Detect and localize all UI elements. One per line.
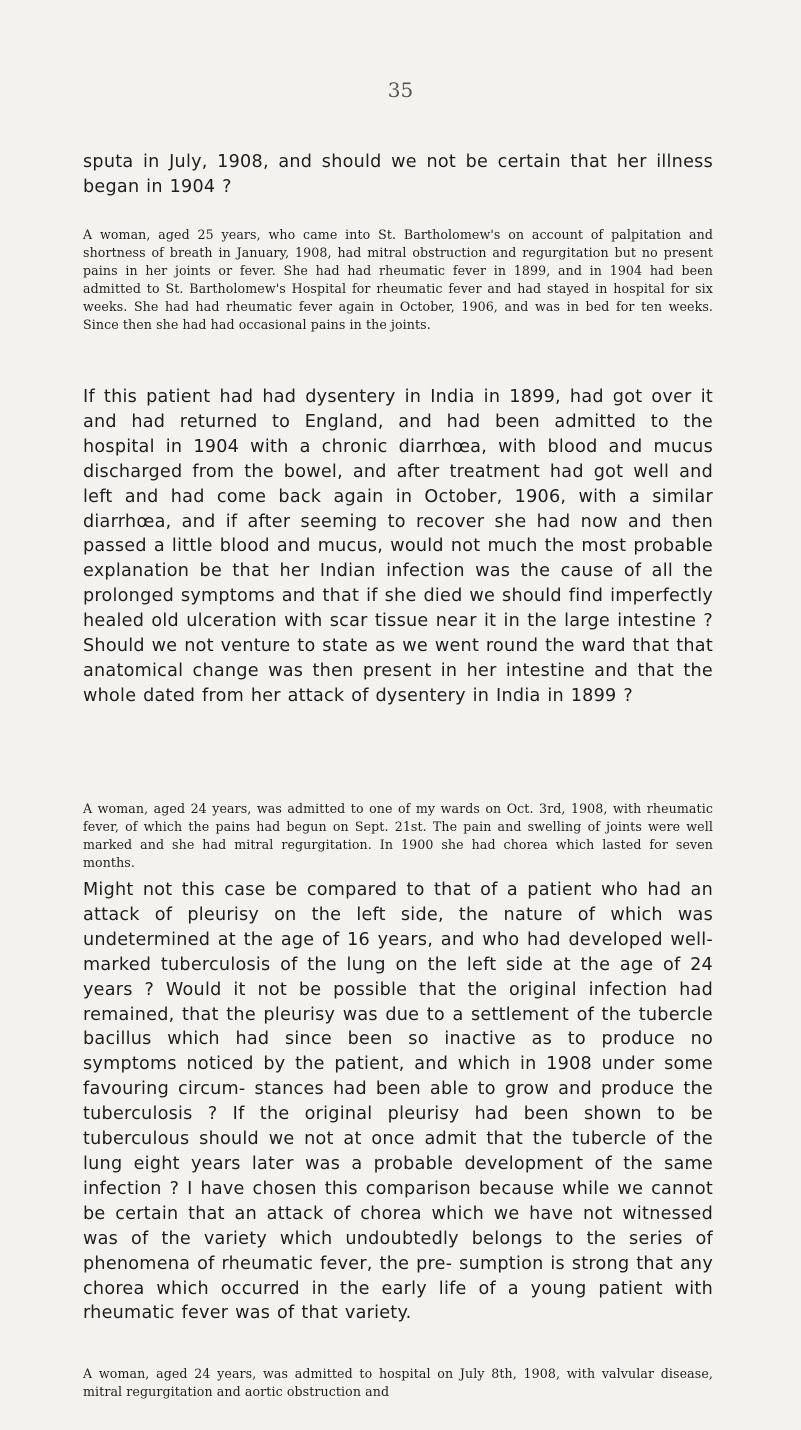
- body-paragraph-2: If this patient had had dysentery in India in 1899, had got over it and had returned to England, and had been admitted to the hospital in 1904 with a chronic diarrhœa, with blood and mucus discharged from the bowel, and after treatment had got well and left and had come back again in October, 1906, with a similar diarrhœa, and if after seeming to recover she had now and then passed a little blood and mucus, would not much the most probable explanation be that her Indian infection was the cause of all the prolonged symptoms and that if she died we should find imperfectly healed old ulceration with scar tissue near it in the large intestine ? Should we not venture to state as we went round the ward that that anatomical change was then present in her intestine and that the whole dated from her attack of dysentery in India in 1899 ?: [83, 387, 713, 706]
- body-paragraph-1: sputa in July, 1908, and should we not be certain that her illness began in 1904 ?: [83, 152, 713, 197]
- page-number: 35: [387, 78, 414, 102]
- case-note-paragraph-2: A woman, aged 24 years, was admitted to one of my wards on Oct. 3rd, 1908, with rheumatic fever, of which the pains had begun on Sept. 21st. The pain and swelling of joints were well marked and she had mitral regurgitation. In 1900 she had chorea which lasted for seven months.: [83, 801, 713, 870]
- case-note-paragraph-3: A woman, aged 24 years, was admitted to hospital on July 8th, 1908, with valvular disease, mitral regurgitation and aortic obstruction and: [83, 1366, 713, 1399]
- body-paragraph-3: Might not this case be compared to that of a patient who had an attack of pleurisy on the left side, the nature of which was undetermined at the age of 16 years, and who had developed well-marked tuberculosis of the lung on the left side at the age of 24 years ? Would it not be possible that the original infection had remained, that the pleurisy was due to a settlement of the tubercle bacillus which had since been so inactive as to produce no symptoms noticed by the patient, and which in 1908 under some favouring circum- stances had been able to grow and produce the tuberculosis ? If the original pleurisy had been shown to be tuberculous should we not at once admit that the tubercle of the lung eight years later was a probable development of the same infection ? I have chosen this comparison because while we cannot be certain that an attack of chorea which we have not witnessed was of the variety which undoubtedly belongs to the series of phenomena of rheumatic fever, the pre- sumption is strong that any chorea which occurred in the early life of a young patient with rheumatic fever was of that variety.: [83, 880, 713, 1324]
- case-note-paragraph-1: A woman, aged 25 years, who came into St. Bartholomew's on account of palpitation and shortness of breath in January, 1908, had mitral obstruction and regurgitation but no present pains in her joints or fever. She had had rheumatic fever in 1899, and in 1904 had been admitted to St. Bartholomew's Hospital for rheumatic fever and had stayed in hospital for six weeks. She had had rheumatic fever again in October, 1906, and was in bed for ten weeks. Since then she had had occasional pains in the joints.: [83, 227, 713, 332]
